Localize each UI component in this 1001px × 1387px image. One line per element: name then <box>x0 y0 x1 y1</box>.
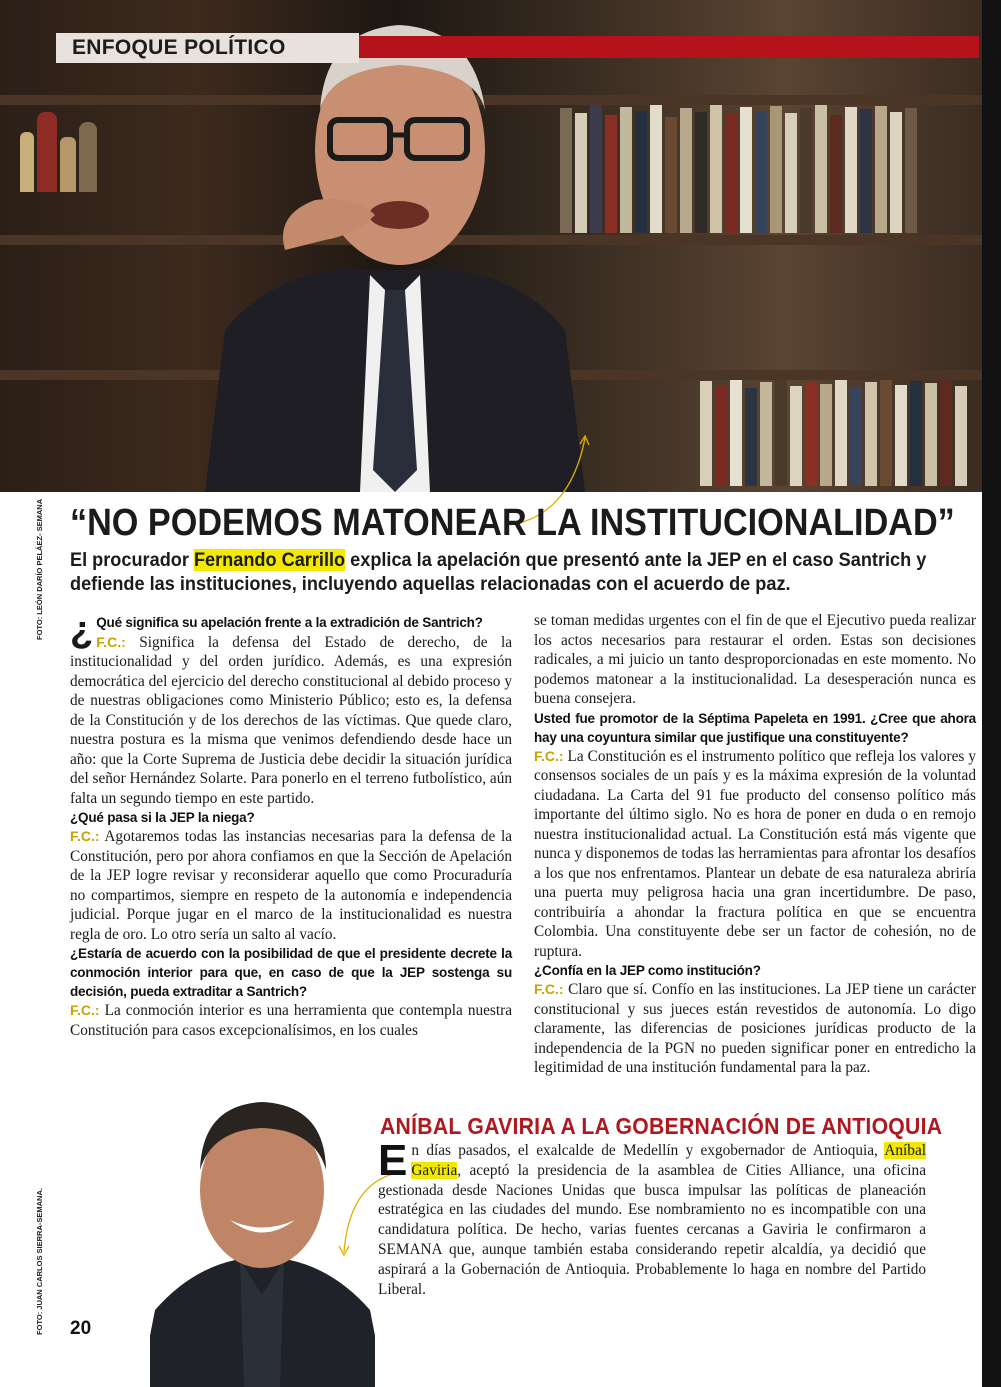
question: ¿Confía en la JEP como institución? <box>534 963 761 978</box>
sidebar-text: En días pasados, el exalcalde de Medellín y exgobernador de Antioquia, Aníbal Gaviria, aceptó la presidencia de la asamblea de Cities Alliance, una oficina gestionada desde Naciones Unidas que busca impulsar las políticas de planeación estratégica en las ciudades del mundo. Ese nombramiento no es incompatible con una candidatura política. De hecho, varias fuentes cercanas a Gaviria le confirmaron a SEMANA que, aunque también estaba considerando repetir alcaldía, ya decidió que aspirará a la Gobernación de Antioquia. Probablemente lo haga en nombre del Partido Liberal. <box>378 1136 926 1298</box>
question: ¿Estaría de acuerdo con la posibilidad de que el presidente decrete la conmoción interior para que, en caso de que la JEP sostenga su decisión, pueda extraditar a Santrich? <box>70 946 512 999</box>
highlighted-name: Fernando Carrillo <box>193 549 346 571</box>
sidebar-title: ANÍBAL GAVIRIA A LA GOBERNACIÓN DE ANTIOQUIA <box>380 1113 943 1139</box>
shelf-figurines <box>20 112 100 192</box>
article-column-1 <box>70 609 513 1040</box>
answer: Agotaremos todas las instancias necesarias para la defensa de la Constitución, pero por ahora confiamos en que la Sección de Apelación de la JEP logre revisar y reconsiderar aquello que como Procuraduría no compartimos, siempre en respeto de la autonomía e independencia judicial. Porque jugar en el marco de la institucionalidad es nuestra regla de oro. Lo otro sería un salto al vacío. <box>70 828 512 943</box>
question: ¿Qué pasa si la JEP la niega? <box>70 810 255 825</box>
answer: se toman medidas urgentes con el fin de que el Ejecutivo pueda realizar los actos necesarios para restaurar el orden. Estas son decisiones radicales, a mi juicio un tanto desproporcionadas en este momento. No podemos matonear a la institucionalidad. La desesperación nunca es buena consejera. <box>534 612 976 707</box>
bookshelf-books <box>560 105 920 233</box>
drop-cap: E <box>378 1136 408 1185</box>
photo-credit: FOTO: JUAN CARLOS SIERRA-SEMANA. <box>35 1188 44 1335</box>
speaker-label: F.C.: <box>70 828 100 844</box>
speaker-label: F.C.: <box>96 633 126 650</box>
page-number: 20 <box>70 1318 92 1339</box>
answer: Significa la defensa del Estado de derecho, de la institucionalidad y del orden jurídico. Además, es una expresión democrática del ejercicio del derecho constitucional al debido proceso y de nuestras obligaciones como Ministerio Público; esto es, la defensa de la Constitución y de los derechos de las víctimas. Que quede claro, nuestra postura es la misma que venimos defendiendo desde hace un año: que la Corte Suprema de Justicia debe decidir la situación jurídica del señor Hernández Solarte. Para ponerlo en el terreno futbolístico, aún falta un segundo tiempo en este partido. <box>70 633 512 807</box>
answer: La Constitución es el instrumento político que refleja los valores y consensos sociales de un país y es la máxima expresión de la voluntad ciudadana. La Carta del 91 fue producto del consenso político más importante del último siglo. No es hora de poner en duda o en remojo nuestra institucionalidad actual. La Constitución está más vigente que nunca y disponemos de todas las herramientas para afrontar los desafíos a los que nos enfrentamos. Plantear un debate de esa naturaleza abriría una puerta muy peligrosa hacia una gran incertidumbre. De paso, contribuiría a ahondar la fractura política en que se encuentra Colombia. Una constituyente debe ser un factor de cohesión, no de ruptura. <box>534 747 976 960</box>
bookshelf-books-lower <box>700 380 970 486</box>
headline: “NO PODEMOS MATONEAR LA INSTITUCIONALIDAD” <box>70 502 955 544</box>
deck: El procurador Fernando Carrillo explica la apelación que presentó ante la JEP en el caso Santrich y defiende las instituciones, incluyendo aquellas relacionadas con el acuerdo de paz. <box>70 549 927 595</box>
section-label: ENFOQUE POLÍTICO <box>72 36 286 59</box>
photo-credit: FOTO: LEÓN DARÍO PELÁEZ- SEMANA <box>35 498 44 640</box>
answer: Claro que sí. Confío en las instituciones. La JEP tiene un carácter constitucional y sus jueces están revestidos de autonomía. Lo digo claramente, las diferencias de posiciones jurídicas producto de la independencia de la PGN no pueden significar poner en entredicho la legitimidad de una institución fundamental para la paz. <box>534 981 976 1076</box>
fernando-carrillo-photo <box>185 0 605 492</box>
section-accent-bar <box>359 36 979 58</box>
speaker-label: F.C.: <box>70 1002 100 1018</box>
highlighted-name: Aníbal Gaviria <box>411 1142 926 1179</box>
question-mark-drop: ¿ <box>70 609 94 651</box>
speaker-label: F.C.: <box>534 981 564 997</box>
page-edge <box>982 0 1001 1387</box>
article-column-2 <box>534 611 976 1078</box>
question: Qué significa su apelación frente a la extradición de Santrich? <box>96 615 483 630</box>
question: Usted fue promotor de la Séptima Papeleta en 1991. ¿Cree que ahora hay una coyuntura similar que justifique una constituyente? <box>534 710 976 745</box>
answer: La conmoción interior es una herramienta que contempla nuestra Constitución para casos excepcionalísimos, en los cuales <box>70 1002 513 1039</box>
speaker-label: F.C.: <box>534 747 564 764</box>
main-photo <box>0 0 982 492</box>
